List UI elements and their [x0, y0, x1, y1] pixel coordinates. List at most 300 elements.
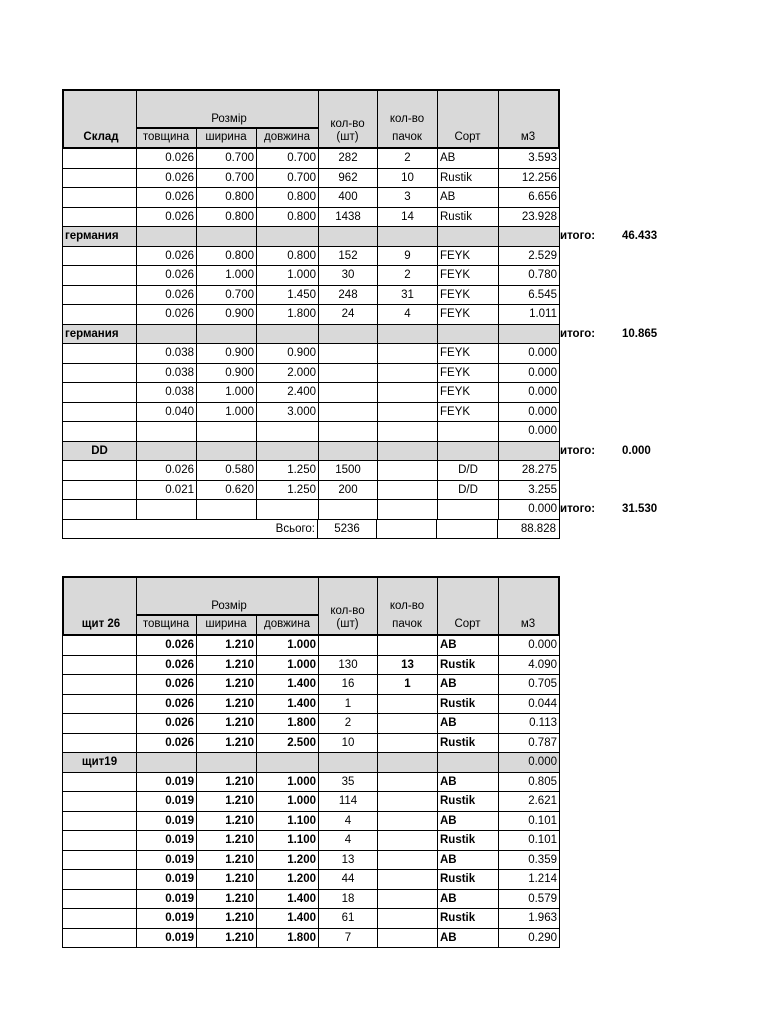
grade-cell: FEYK — [438, 286, 499, 305]
width-cell: 0.900 — [197, 344, 257, 363]
thickness-cell: 0.026 — [137, 734, 197, 753]
packs-cell — [378, 227, 438, 246]
width-cell: 0.800 — [197, 247, 257, 266]
table-row — [62, 149, 560, 169]
warehouse-cell — [63, 831, 137, 850]
volume-cell: 1.214 — [528, 873, 557, 885]
packs-cell: 3 — [378, 188, 438, 207]
qty-cell: 400 — [319, 188, 378, 207]
qty-cell: 7 — [319, 929, 378, 948]
header-packs-bottom: пачок — [392, 618, 422, 630]
volume-cell: 0.805 — [528, 775, 557, 788]
table-row — [62, 247, 560, 267]
grade-cell: AB — [438, 812, 499, 831]
table-row — [62, 208, 560, 228]
subtotal-label: итого: — [560, 503, 596, 515]
volume-cell: 0.113 — [529, 717, 557, 729]
length-cell: 1.000 — [257, 773, 319, 792]
warehouse-cell — [63, 675, 137, 694]
grade-cell: AB — [438, 675, 499, 694]
length-cell: 3.000 — [257, 403, 319, 422]
warehouse-cell — [63, 890, 137, 909]
packs-cell — [378, 831, 438, 850]
length-cell: 1.450 — [257, 286, 319, 305]
qty-cell: 200 — [319, 481, 378, 500]
length-cell: 1.000 — [257, 636, 319, 655]
grade-cell: AB — [438, 636, 499, 655]
grade-cell: Rustik — [438, 870, 499, 889]
table-row — [62, 461, 560, 481]
thickness-cell: 0.026 — [137, 169, 197, 188]
packs-cell: 31 — [378, 286, 438, 305]
group-name: щит19 — [63, 753, 137, 772]
length-cell: 0.700 — [257, 169, 319, 188]
grade-cell: Rustik — [438, 734, 499, 753]
grade-cell — [438, 325, 499, 344]
grade-cell: Rustik — [438, 831, 499, 850]
warehouse-cell — [63, 929, 137, 948]
header-qty-bottom: (шт) — [336, 131, 359, 143]
subtotal-value: 31.530 — [622, 503, 658, 515]
packs-cell — [378, 851, 438, 870]
width-cell: 1.210 — [197, 695, 257, 714]
warehouse-cell — [63, 422, 137, 441]
length-cell: 1.100 — [257, 831, 319, 850]
length-cell: 1.400 — [257, 909, 319, 928]
table-row — [62, 792, 560, 812]
packs-cell — [378, 461, 438, 480]
header-length: довжина — [264, 618, 310, 630]
table-row — [62, 909, 560, 929]
packs-cell — [378, 812, 438, 831]
qty-cell: 13 — [319, 851, 378, 870]
table-row — [62, 773, 560, 793]
qty-cell: 1438 — [319, 208, 378, 227]
grade-cell: Rustik — [438, 656, 499, 675]
volume-cell: 0.101 — [528, 814, 557, 827]
qty-cell — [319, 500, 378, 519]
thickness-cell: 0.026 — [137, 695, 197, 714]
warehouse-cell — [63, 500, 137, 519]
volume-cell: 23.928 — [521, 210, 557, 223]
qty-cell: 962 — [319, 169, 378, 188]
thickness-cell: 0.019 — [137, 909, 197, 928]
grade-cell: D/D — [438, 481, 499, 500]
grade-cell: AB — [438, 149, 499, 168]
thickness-cell: 0.026 — [137, 305, 197, 324]
width-cell: 1.210 — [197, 714, 257, 733]
length-cell: 1.400 — [257, 890, 319, 909]
grade-cell: FEYK — [438, 266, 499, 285]
volume-cell: 0.000 — [528, 366, 557, 379]
warehouse-cell — [63, 305, 137, 324]
length-cell: 1.200 — [257, 870, 319, 889]
stock-table-2 — [62, 576, 560, 948]
packs-cell — [378, 714, 438, 733]
thickness-cell — [137, 325, 197, 344]
grade-cell: AB — [438, 890, 499, 909]
qty-cell: 16 — [319, 675, 378, 694]
packs-cell — [378, 383, 438, 402]
width-cell: 1.210 — [197, 636, 257, 655]
warehouse-cell — [63, 266, 137, 285]
width-cell: 1.210 — [197, 734, 257, 753]
grade-cell — [438, 422, 499, 441]
header-packs-top: кол-во — [389, 113, 425, 125]
length-cell: 1.100 — [257, 812, 319, 831]
qty-cell — [319, 753, 378, 772]
packs-cell — [378, 753, 438, 772]
thickness-cell: 0.019 — [137, 929, 197, 948]
packs-cell — [378, 442, 438, 461]
width-cell: 0.800 — [197, 208, 257, 227]
length-cell — [257, 227, 319, 246]
length-cell: 1.800 — [257, 929, 319, 948]
warehouse-cell — [63, 636, 137, 655]
group-row — [62, 442, 560, 462]
table-header — [62, 89, 560, 149]
thickness-cell — [137, 753, 197, 772]
table-row — [62, 169, 560, 189]
warehouse-cell — [63, 383, 137, 402]
grade-cell — [438, 227, 499, 246]
warehouse-cell — [63, 169, 137, 188]
length-cell: 1.000 — [257, 266, 319, 285]
width-cell: 0.700 — [197, 169, 257, 188]
qty-cell: 4 — [319, 812, 378, 831]
length-cell: 0.700 — [257, 149, 319, 168]
grade-cell: Rustik — [438, 208, 499, 227]
length-cell: 1.200 — [257, 851, 319, 870]
warehouse-cell — [63, 208, 137, 227]
qty-cell — [319, 344, 378, 363]
thickness-cell: 0.038 — [137, 344, 197, 363]
packs-cell: 10 — [378, 169, 438, 188]
qty-cell: 4 — [319, 831, 378, 850]
packs-cell — [378, 325, 438, 344]
grade-cell — [438, 500, 499, 519]
grade-cell: FEYK — [438, 383, 499, 402]
subtotal-label: итого: — [560, 327, 596, 340]
table-row — [62, 870, 560, 890]
thickness-cell: 0.026 — [137, 247, 197, 266]
thickness-cell: 0.019 — [137, 773, 197, 792]
width-cell: 1.210 — [197, 831, 257, 850]
warehouse-cell — [63, 812, 137, 831]
volume-cell: 0.290 — [528, 931, 557, 944]
thickness-cell: 0.019 — [137, 831, 197, 850]
length-cell: 0.900 — [257, 344, 319, 363]
warehouse-cell — [63, 286, 137, 305]
volume-cell: 6.545 — [528, 288, 557, 301]
qty-cell: 10 — [319, 734, 378, 753]
volume-cell: 0.705 — [528, 678, 557, 690]
width-cell — [197, 422, 257, 441]
width-cell: 1.000 — [197, 403, 257, 422]
table-row — [62, 929, 560, 949]
width-cell: 1.210 — [197, 773, 257, 792]
length-cell: 1.800 — [257, 305, 319, 324]
width-cell: 1.210 — [197, 812, 257, 831]
packs-cell — [378, 500, 438, 519]
grade-cell — [438, 442, 499, 461]
grade-cell: Rustik — [438, 695, 499, 714]
warehouse-cell — [63, 792, 137, 811]
header-thickness: товщина — [142, 131, 190, 143]
width-cell: 0.900 — [197, 364, 257, 383]
table-row — [62, 890, 560, 910]
thickness-cell: 0.019 — [137, 870, 197, 889]
width-cell: 1.210 — [197, 909, 257, 928]
volume-cell: 0.044 — [528, 697, 557, 710]
thickness-cell: 0.026 — [137, 286, 197, 305]
grade-cell: Rustik — [438, 792, 499, 811]
volume-cell: 3.593 — [528, 152, 557, 164]
header-width: ширина — [205, 131, 247, 143]
volume-cell: 0.101 — [528, 834, 557, 846]
qty-cell — [319, 227, 378, 246]
qty-cell — [319, 422, 378, 441]
header-thickness: товщина — [142, 618, 190, 630]
grade-cell: FEYK — [438, 305, 499, 324]
volume-cell: 1.011 — [529, 308, 557, 320]
grade-cell: Rustik — [438, 909, 499, 928]
warehouse-cell — [63, 364, 137, 383]
grade-cell: FEYK — [438, 247, 499, 266]
qty-cell: 18 — [319, 890, 378, 909]
header-width: ширина — [205, 618, 247, 630]
grade-cell: FEYK — [438, 364, 499, 383]
volume-cell — [499, 325, 559, 344]
volume-cell: 2.621 — [528, 795, 557, 807]
thickness-cell: 0.040 — [137, 403, 197, 422]
header-packs-top: кол-во — [389, 600, 425, 612]
packs-cell — [378, 929, 438, 948]
volume-cell: 0.787 — [528, 736, 557, 749]
qty-cell: 2 — [319, 714, 378, 733]
packs-cell — [378, 909, 438, 928]
packs-cell — [378, 481, 438, 500]
table-row — [62, 188, 560, 208]
thickness-cell: 0.026 — [137, 636, 197, 655]
header-size-group: Розмір — [211, 113, 247, 125]
packs-cell: 2 — [378, 266, 438, 285]
width-cell: 0.580 — [197, 461, 257, 480]
length-cell: 1.400 — [257, 695, 319, 714]
thickness-cell: 0.026 — [137, 656, 197, 675]
width-cell: 1.210 — [197, 890, 257, 909]
qty-cell: 130 — [319, 656, 378, 675]
volume-cell: 28.275 — [521, 464, 557, 476]
header-volume: м3 — [520, 618, 536, 630]
header-qty-bottom: (шт) — [336, 618, 359, 630]
volume-cell: 0.780 — [528, 269, 557, 281]
thickness-cell: 0.026 — [137, 208, 197, 227]
volume-cell: 2.529 — [528, 249, 557, 262]
table-row — [62, 656, 560, 676]
header-qty-top: кол-во — [330, 605, 365, 617]
length-cell: 0.800 — [257, 208, 319, 227]
packs-cell — [378, 364, 438, 383]
packs-cell — [378, 422, 438, 441]
thickness-cell: 0.019 — [137, 890, 197, 909]
qty-cell: 30 — [319, 266, 378, 285]
packs-cell: 14 — [378, 208, 438, 227]
qty-cell — [319, 364, 378, 383]
total-label: Всього: — [63, 520, 318, 539]
width-cell — [197, 227, 257, 246]
thickness-cell: 0.026 — [137, 675, 197, 694]
packs-cell — [378, 695, 438, 714]
length-cell: 1.400 — [257, 675, 319, 694]
packs-cell — [378, 792, 438, 811]
length-cell — [257, 422, 319, 441]
grade-cell: AB — [438, 188, 499, 207]
group-row — [62, 753, 560, 773]
qty-cell: 248 — [319, 286, 378, 305]
thickness-cell: 0.019 — [137, 792, 197, 811]
thickness-cell — [137, 227, 197, 246]
thickness-cell: 0.021 — [137, 481, 197, 500]
thickness-cell — [137, 442, 197, 461]
table-row — [62, 714, 560, 734]
volume-cell — [499, 227, 559, 246]
qty-cell: 1500 — [319, 461, 378, 480]
qty-cell: 114 — [319, 792, 378, 811]
total-row — [62, 520, 560, 540]
volume-cell: 0.000 — [528, 756, 557, 768]
qty-cell — [319, 636, 378, 655]
qty-cell — [319, 442, 378, 461]
table-row — [62, 734, 560, 754]
table-row — [62, 851, 560, 871]
total-volume: 88.828 — [520, 522, 556, 535]
thickness-cell: 0.019 — [137, 851, 197, 870]
volume-cell: 4.090 — [528, 658, 557, 671]
warehouse-cell — [63, 656, 137, 675]
table-header — [62, 576, 560, 636]
header-packs-bottom: пачок — [392, 131, 422, 143]
qty-cell: 24 — [319, 305, 378, 324]
volume-cell: 12.256 — [521, 171, 557, 184]
length-cell: 0.800 — [257, 188, 319, 207]
qty-cell: 61 — [319, 909, 378, 928]
table-row — [62, 344, 560, 364]
subtotal-value: 46.433 — [622, 230, 658, 242]
packs-cell: 1 — [378, 675, 438, 694]
table-row — [62, 831, 560, 851]
packs-cell: 13 — [378, 656, 438, 675]
warehouse-cell — [63, 344, 137, 363]
packs-cell — [378, 403, 438, 422]
packs-cell — [378, 870, 438, 889]
warehouse-cell — [63, 714, 137, 733]
length-cell — [257, 500, 319, 519]
width-cell: 0.700 — [197, 286, 257, 305]
warehouse-cell — [63, 188, 137, 207]
packs-cell: 9 — [378, 247, 438, 266]
volume-cell: 6.656 — [528, 191, 557, 203]
warehouse-cell — [63, 481, 137, 500]
width-cell: 1.000 — [197, 266, 257, 285]
width-cell: 0.800 — [197, 188, 257, 207]
width-cell: 1.210 — [197, 929, 257, 948]
grade-cell: D/D — [438, 461, 499, 480]
header-grade: Сорт — [454, 618, 481, 630]
length-cell: 2.500 — [257, 734, 319, 753]
grade-cell: AB — [438, 929, 499, 948]
table-row — [62, 403, 560, 423]
length-cell: 1.000 — [257, 792, 319, 811]
qty-cell: 35 — [319, 773, 378, 792]
volume-cell: 0.000 — [528, 347, 557, 359]
volume-cell: 0.000 — [528, 639, 557, 651]
volume-cell: 1.963 — [528, 912, 557, 924]
table-row — [62, 675, 560, 695]
width-cell: 0.620 — [197, 481, 257, 500]
length-cell — [257, 753, 319, 772]
length-cell: 0.800 — [257, 247, 319, 266]
header-grade: Сорт — [454, 131, 481, 143]
grade-cell — [438, 753, 499, 772]
warehouse-cell — [63, 403, 137, 422]
group-name: германия — [63, 227, 137, 246]
total-qty: 5236 — [318, 520, 377, 539]
thickness-cell: 0.038 — [137, 364, 197, 383]
length-cell: 2.000 — [257, 364, 319, 383]
qty-cell — [319, 403, 378, 422]
volume-cell: 0.579 — [528, 892, 557, 905]
warehouse-cell — [63, 851, 137, 870]
width-cell: 1.210 — [197, 675, 257, 694]
length-cell: 1.250 — [257, 461, 319, 480]
warehouse-cell — [63, 773, 137, 792]
stock-table-1 — [62, 89, 658, 539]
group-row — [62, 325, 560, 345]
width-cell — [197, 500, 257, 519]
header-volume: м3 — [520, 131, 536, 143]
length-cell — [257, 325, 319, 344]
header-qty-top: кол-во — [330, 118, 365, 130]
table-row — [62, 500, 560, 520]
table-row — [62, 364, 560, 384]
thickness-cell: 0.026 — [137, 461, 197, 480]
width-cell — [197, 753, 257, 772]
size-group-underline — [136, 614, 318, 616]
thickness-cell: 0.038 — [137, 383, 197, 402]
table-row — [62, 286, 560, 306]
grade-cell: AB — [438, 851, 499, 870]
warehouse-cell — [63, 247, 137, 266]
length-cell: 1.800 — [257, 714, 319, 733]
packs-cell — [378, 636, 438, 655]
table-row — [62, 812, 560, 832]
volume-cell: 0.000 — [528, 386, 557, 398]
thickness-cell: 0.026 — [137, 149, 197, 168]
thickness-cell — [137, 500, 197, 519]
table-row — [62, 266, 560, 286]
width-cell: 1.210 — [197, 656, 257, 675]
header-size-group: Розмір — [211, 600, 247, 612]
qty-cell — [319, 325, 378, 344]
packs-cell — [378, 734, 438, 753]
group-name: DD — [63, 442, 137, 461]
width-cell — [197, 325, 257, 344]
volume-cell: 0.000 — [528, 405, 557, 418]
subtotal-label: итого: — [560, 444, 596, 457]
width-cell: 1.000 — [197, 383, 257, 402]
width-cell: 0.700 — [197, 149, 257, 168]
